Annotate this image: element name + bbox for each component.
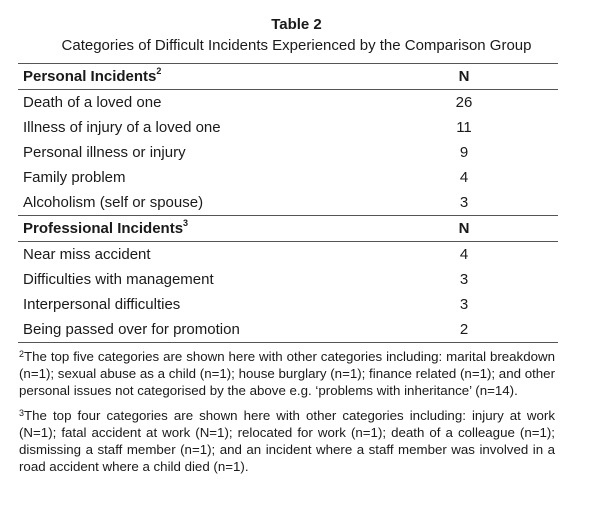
table-row bbox=[18, 267, 558, 292]
footnotes bbox=[19, 348, 555, 483]
n-header: N bbox=[458, 68, 470, 85]
section-header-personal bbox=[18, 64, 558, 89]
row-count: 26 bbox=[455, 94, 473, 111]
row-count: 3 bbox=[459, 194, 469, 211]
footnote-text: The top four categories are shown here with other categories including: injury at work (N=1); fatal accident at work (N=1); relocated for work (n=1); death of a colleague (n=1); dismissing a staff member (n=1); and an incident where a staff member was involved in a road accident where a child died (n=1). bbox=[19, 408, 555, 474]
table-row bbox=[18, 190, 558, 215]
row-label: Near miss accident bbox=[23, 246, 151, 263]
row-count: 3 bbox=[459, 296, 469, 313]
footnote bbox=[19, 348, 555, 399]
table-title: Table 2 bbox=[271, 16, 322, 33]
row-count: 11 bbox=[456, 119, 472, 136]
table-row bbox=[18, 140, 558, 165]
row-count: 9 bbox=[459, 144, 469, 161]
footnote-text: The top five categories are shown here with other categories including: marital breakdown (n=1); sexual abuse as a child (n=1); house burglary (n=1); finance related (n=1); and other personal issues not categorised by the above e.g. ‘problems with inheritance’ (n=14). bbox=[19, 349, 555, 398]
row-count: 2 bbox=[459, 321, 469, 338]
section-header-professional bbox=[18, 216, 558, 241]
row-label: Being passed over for promotion bbox=[23, 321, 240, 338]
table-row bbox=[18, 242, 558, 267]
footnote bbox=[19, 407, 555, 475]
table-row bbox=[18, 115, 558, 140]
footnote-marker: 3 bbox=[19, 408, 25, 418]
footnote-marker: 2 bbox=[19, 349, 25, 359]
row-count: 4 bbox=[459, 246, 469, 263]
section-heading: Personal Incidents bbox=[23, 68, 157, 85]
table-subtitle: Categories of Difficult Incidents Experienced by the Comparison Group bbox=[61, 37, 532, 54]
row-count: 3 bbox=[459, 271, 469, 288]
table-bottom-rule bbox=[18, 342, 558, 343]
row-label: Difficulties with management bbox=[23, 271, 214, 288]
row-count: 4 bbox=[459, 169, 469, 186]
table-row bbox=[18, 292, 558, 317]
row-label: Illness of injury of a loved one bbox=[23, 119, 221, 136]
footnote-marker: 2 bbox=[156, 66, 162, 76]
row-label: Death of a loved one bbox=[23, 94, 162, 111]
table-row bbox=[18, 317, 558, 342]
row-label: Family problem bbox=[23, 169, 126, 186]
table-row bbox=[18, 90, 558, 115]
n-header: N bbox=[458, 220, 470, 237]
footnote-marker: 3 bbox=[183, 218, 189, 228]
section-heading: Professional Incidents bbox=[23, 220, 184, 237]
row-label: Alcoholism (self or spouse) bbox=[23, 194, 204, 211]
row-label: Interpersonal difficulties bbox=[23, 296, 181, 313]
table-row bbox=[18, 165, 558, 190]
incidents-table bbox=[18, 63, 558, 343]
row-label: Personal illness or injury bbox=[23, 144, 186, 161]
